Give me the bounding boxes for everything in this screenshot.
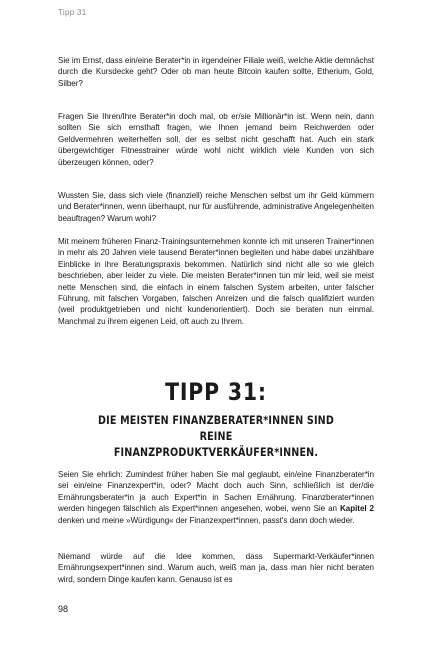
tip-subheading — [83, 412, 348, 460]
paragraph-2: Fragen Sie Ihren/Ihre Berater*in doch mal, ob er/sie Millionär*in ist. Wenn nein, dann sollten Sie sich ernsthaft fragen, wie Ihnen jemand beim Reichwerden oder Geldvermehren weiterhelfen soll, der es selbst nicht geschafft hat. Auch ein stark übergewichtiger Fitnesstrainer würde wohl nicht wirklich viele Kunden von sich überzeugen können, oder? — [58, 112, 374, 167]
running-head: Tipp 31 — [58, 8, 87, 17]
tip-heading: TIPP 31: — [165, 378, 267, 406]
page-number: 98 — [58, 604, 69, 614]
paragraph-5-text-b: denken und meine »Würdigung« der Finanzexpert*innen, passt's dann doch wieder. — [58, 515, 355, 525]
paragraph-3: Wussten Sie, dass sich viele (finanziell) reiche Menschen selbst um ihr Geld kümmern und Berater*innen, wenn überhaupt, nur für ausführende, administrative Angelegenheiten beauftragen? Warum wohl? — [58, 191, 374, 223]
paragraph-6: Niemand würde auf die Idee kommen, dass Supermarkt-Verkäufer*innen Ernährungsexpert*innen sind. Warum auch, weiß man ja, dass man hier nicht beraten wird, sondern Dinge kaufen kann. Genauso ist es — [58, 552, 374, 584]
tip-subheading-line-1: DIE MEISTEN FINANZBERATER*INNEN SIND REINE — [98, 413, 334, 443]
chapter-reference: Kapitel 2 — [339, 504, 374, 514]
paragraph-5-text-a: Seien Sie ehrlich: Zumindest früher haben Sie mal geglaubt, ein/eine Finanzberater*in sei ein/eine Finanzexpert*in, oder? Macht doch auch Sinn, schließlich ist der/die Ernährungsberater*in ja auch Expert*in in Sachen Ernährung. Finanzberater*innen werden hingegen fälschlich als Expert*innen angesehen, wobei, wenn Sie an — [58, 470, 374, 514]
paragraph-1: Sie im Ernst, dass ein/eine Berater*in in irgendeiner Filiale weiß, welche Aktie demnächst durch die Kursdecke geht? Oder ob man heute Bitcoin kaufen sollte, Etherium, Gold, Silber? — [58, 56, 374, 88]
paragraph-4: Mit meinem früheren Finanz-Trainingsunternehmen konnte ich mit unseren Trainer*innen in mehr als 20 Jahren viele tausend Berater*innen begleiten und habe dabei unzählbare Einblicke in ihre Beratungspraxis bekommen. Natürlich sind nicht alle so wie gleich beschrieben, aber leider zu viele. Die meisten Berater*innen tun mir leid, weil sie meist nette Menschen sind, die einfach in einem falschen System arbeiten, unter falscher Führung, mit falschen Vorgaben, falschen Anreizen und die falsch qualifiziert wurden (weil produktgetrieben und nicht kundenorientiert). Doch sie beraten nun einmal. Manchmal zu ihrem eigenen Leid, oft auch zu Ihrem. — [58, 237, 374, 326]
paragraph-5 — [58, 469, 374, 526]
tip-subheading-line-2: FINANZPRODUKTVERKÄUFER*INNEN. — [113, 445, 319, 459]
